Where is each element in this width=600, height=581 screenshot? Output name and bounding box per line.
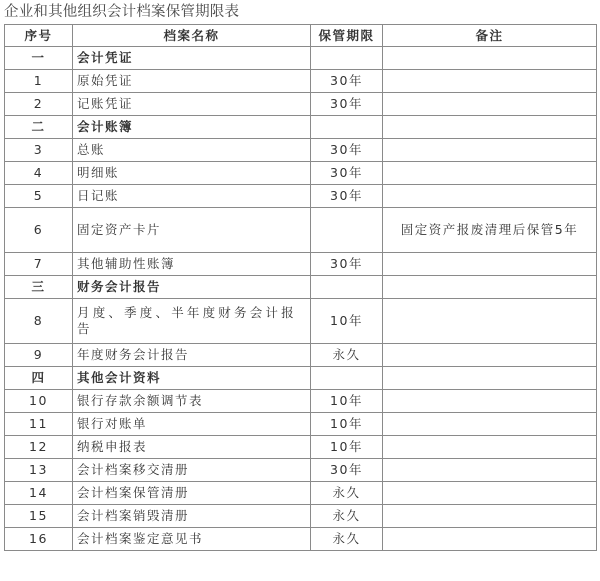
row-name: 会计账簿 — [73, 116, 311, 139]
row-note — [383, 367, 597, 390]
row-name: 银行对账单 — [73, 413, 311, 436]
retention-period-table — [4, 24, 597, 551]
row-no: 16 — [5, 528, 73, 551]
row-period — [311, 47, 383, 70]
row-name: 原始凭证 — [73, 70, 311, 93]
row-no: 10 — [5, 390, 73, 413]
table-body — [5, 47, 597, 551]
table-row — [5, 413, 597, 436]
row-note — [383, 139, 597, 162]
row-no: 15 — [5, 505, 73, 528]
row-no: 二 — [5, 116, 73, 139]
row-period: 永久 — [311, 482, 383, 505]
table-row — [5, 208, 597, 253]
row-note — [383, 344, 597, 367]
row-period: 30年 — [311, 185, 383, 208]
row-period: 永久 — [311, 505, 383, 528]
row-period: 10年 — [311, 390, 383, 413]
page-title: 企业和其他组织会计档案保管期限表 — [4, 4, 240, 20]
table-row — [5, 436, 597, 459]
row-name: 会计凭证 — [73, 47, 311, 70]
row-no: 6 — [5, 208, 73, 253]
row-name: 会计档案鉴定意见书 — [73, 528, 311, 551]
row-name: 月度、季度、半年度财务会计报告 — [73, 299, 311, 344]
row-note — [383, 276, 597, 299]
row-note — [383, 528, 597, 551]
header-note: 备注 — [383, 25, 597, 47]
row-note — [383, 185, 597, 208]
row-note — [383, 505, 597, 528]
row-name: 其他辅助性账簿 — [73, 253, 311, 276]
row-no: 2 — [5, 93, 73, 116]
row-note — [383, 93, 597, 116]
table-row — [5, 139, 597, 162]
row-name: 记账凭证 — [73, 93, 311, 116]
table-row — [5, 253, 597, 276]
row-period: 30年 — [311, 253, 383, 276]
table-row — [5, 367, 597, 390]
row-note — [383, 413, 597, 436]
row-period: 10年 — [311, 436, 383, 459]
row-name: 会计档案保管清册 — [73, 482, 311, 505]
row-name: 银行存款余额调节表 — [73, 390, 311, 413]
row-note — [383, 253, 597, 276]
row-name: 会计档案移交清册 — [73, 459, 311, 482]
table-row — [5, 299, 597, 344]
row-period: 30年 — [311, 459, 383, 482]
table-row — [5, 93, 597, 116]
row-no: 四 — [5, 367, 73, 390]
table-row — [5, 185, 597, 208]
table-row — [5, 390, 597, 413]
row-no: 9 — [5, 344, 73, 367]
row-period: 30年 — [311, 70, 383, 93]
header-name: 档案名称 — [73, 25, 311, 47]
row-no: 一 — [5, 47, 73, 70]
row-note — [383, 436, 597, 459]
row-note — [383, 459, 597, 482]
row-no: 三 — [5, 276, 73, 299]
row-period — [311, 116, 383, 139]
row-name: 其他会计资料 — [73, 367, 311, 390]
table-row — [5, 276, 597, 299]
row-name: 纳税申报表 — [73, 436, 311, 459]
row-note: 固定资产报废清理后保管5年 — [383, 208, 597, 253]
row-note — [383, 482, 597, 505]
row-note — [383, 116, 597, 139]
table-row — [5, 344, 597, 367]
table-row — [5, 482, 597, 505]
table-row — [5, 116, 597, 139]
row-name: 年度财务会计报告 — [73, 344, 311, 367]
table-row — [5, 70, 597, 93]
table-row — [5, 505, 597, 528]
row-note — [383, 162, 597, 185]
row-period: 10年 — [311, 299, 383, 344]
table-row — [5, 47, 597, 70]
row-period: 永久 — [311, 344, 383, 367]
row-period — [311, 276, 383, 299]
row-period — [311, 208, 383, 253]
row-no: 13 — [5, 459, 73, 482]
row-period: 10年 — [311, 413, 383, 436]
row-name: 总账 — [73, 139, 311, 162]
header-period: 保管期限 — [311, 25, 383, 47]
table-row — [5, 162, 597, 185]
table-header-row — [5, 25, 597, 47]
row-period: 永久 — [311, 528, 383, 551]
row-name: 日记账 — [73, 185, 311, 208]
row-name: 财务会计报告 — [73, 276, 311, 299]
row-note — [383, 390, 597, 413]
table-row — [5, 528, 597, 551]
row-no: 4 — [5, 162, 73, 185]
row-name: 固定资产卡片 — [73, 208, 311, 253]
row-no: 7 — [5, 253, 73, 276]
row-no: 1 — [5, 70, 73, 93]
row-no: 5 — [5, 185, 73, 208]
row-no: 3 — [5, 139, 73, 162]
row-no: 8 — [5, 299, 73, 344]
row-note — [383, 299, 597, 344]
row-period: 30年 — [311, 162, 383, 185]
table-row — [5, 459, 597, 482]
row-period — [311, 367, 383, 390]
header-no: 序号 — [5, 25, 73, 47]
row-name: 会计档案销毁清册 — [73, 505, 311, 528]
row-name: 明细账 — [73, 162, 311, 185]
row-note — [383, 47, 597, 70]
row-no: 14 — [5, 482, 73, 505]
row-no: 12 — [5, 436, 73, 459]
row-no: 11 — [5, 413, 73, 436]
row-note — [383, 70, 597, 93]
row-period: 30年 — [311, 93, 383, 116]
row-period: 30年 — [311, 139, 383, 162]
